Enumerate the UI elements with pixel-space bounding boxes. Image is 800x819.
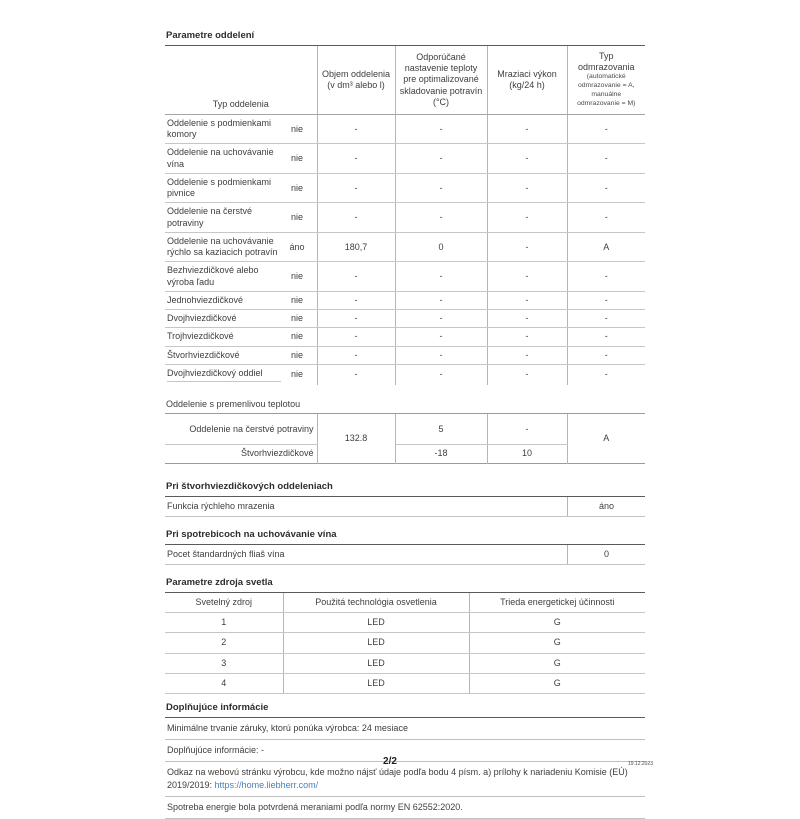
table-row (165, 114, 645, 144)
table-row (165, 364, 645, 385)
table-row (165, 144, 645, 174)
link-prefix-text: Odkaz na webovú stránku výrobcu, kde možno nájsť údaje podľa bodu 4 písm. a) prílohy k nariadeniu Komisie (EÚ) 2019/2019: (167, 766, 628, 791)
cell-freezing: - (487, 173, 567, 203)
section-title-variable-temp: Oddelenie s premenlivou teplotou (165, 394, 645, 414)
cell-volume: 132.8 (317, 414, 395, 463)
table-row (165, 633, 645, 653)
cell-light-tech: LED (283, 673, 469, 693)
cell-temperature: 0 (395, 232, 487, 262)
row-present: nie (290, 294, 303, 305)
cell-volume: - (317, 291, 395, 309)
cell-volume: - (317, 144, 395, 174)
cell-temperature: - (395, 310, 487, 328)
cell-volume: - (317, 203, 395, 233)
footer-date: 19.12.2023 (627, 761, 653, 767)
cell-freezing: - (487, 144, 567, 174)
document-content (165, 30, 645, 819)
table-row (165, 653, 645, 673)
cell-freezing: - (487, 328, 567, 346)
light-source-table (165, 593, 645, 694)
cell-freezing: - (487, 262, 567, 292)
cell-defrost: - (567, 346, 645, 364)
cell-temperature: - (395, 328, 487, 346)
row-value: áno (567, 497, 645, 516)
row-label: Oddelenie na čerstvé potraviny (165, 414, 317, 445)
row-label: Oddelenie s podmienkami pivnice (167, 176, 272, 199)
col-header-light-source: Svetelný zdroj (165, 593, 283, 613)
cell-volume: - (317, 364, 395, 385)
cell-temperature: - (395, 364, 487, 385)
row-label: Oddelenie na uchovávanie rýchlo sa kaziacich potravín (167, 235, 278, 258)
cell-defrost: A (567, 232, 645, 262)
table-row (165, 262, 645, 292)
cell-temperature: - (395, 291, 487, 309)
cell-defrost: - (567, 262, 645, 292)
cell-temperature: - (395, 346, 487, 364)
cell-freezing: - (487, 414, 567, 445)
cell-freezing: - (487, 291, 567, 309)
cell-freezing: - (487, 364, 567, 385)
cell-light-class: G (469, 613, 645, 633)
row-label: Oddelenie na uchovávanie vína (167, 147, 274, 169)
cell-volume: - (317, 310, 395, 328)
cell-light-source: 2 (165, 633, 283, 653)
cell-defrost: - (567, 328, 645, 346)
row-present: nie (290, 331, 303, 342)
row-label: Štvorhviezdičkové (167, 349, 240, 360)
cell-temperature: - (395, 114, 487, 144)
cell-freezing: - (487, 310, 567, 328)
cell-freezing: - (487, 232, 567, 262)
cell-freezing: 10 (487, 445, 567, 463)
compartments-table (165, 46, 645, 385)
section-title-light: Parametre zdroja svetla (165, 577, 645, 593)
table-row (165, 673, 645, 693)
warranty-row: Minimálne trvanie záruky, ktorú ponúka výrobca: 24 mesiace (165, 718, 645, 740)
cell-defrost: - (567, 144, 645, 174)
col-header-light-class: Trieda energetickej účinnosti (469, 593, 645, 613)
col-header-light-tech: Použitá technológia osvetlenia (283, 593, 469, 613)
cell-temperature: 5 (395, 414, 487, 445)
table-row (165, 203, 645, 233)
table-row (165, 310, 645, 328)
cell-defrost: - (567, 203, 645, 233)
row-present: nie (290, 123, 303, 134)
cell-volume: - (317, 328, 395, 346)
section-title-four-star: Pri štvorhviezdičkových oddeleniach (165, 481, 645, 497)
cell-temperature: - (395, 173, 487, 203)
row-label: Dvojhviezdičkové (167, 313, 237, 324)
row-present: nie (290, 313, 303, 324)
row-label: Bezhviezdičkové alebo výroba ľadu (167, 265, 259, 287)
table-row (165, 414, 645, 445)
wine-row (165, 545, 645, 565)
row-label: Oddelenie na čerstvé potraviny (167, 206, 253, 228)
row-label: Pocet štandardných fliaš vína (167, 548, 285, 559)
defrost-header-label: Typ odmrazovania (577, 50, 635, 73)
cell-light-source: 1 (165, 613, 283, 633)
light-header-row (165, 593, 645, 613)
row-present: áno (289, 241, 305, 252)
cell-volume: - (317, 173, 395, 203)
col-header-type: Typ oddelenia (165, 46, 317, 115)
cell-light-source: 4 (165, 673, 283, 693)
table-row (165, 291, 645, 309)
page-number: 2/2 (383, 756, 397, 767)
col-header-volume: Objem oddelenia (v dm³ alebo l) (317, 46, 395, 115)
cell-defrost: - (567, 310, 645, 328)
row-present: nie (290, 182, 303, 193)
row-label: Jednohviezdičkové (167, 294, 244, 305)
cell-defrost: - (567, 114, 645, 144)
cell-freezing: - (487, 346, 567, 364)
row-present: nie (290, 153, 303, 163)
row-present: nie (290, 369, 303, 380)
table-row (165, 328, 645, 346)
row-label: Dvojhviezdičkový oddiel (167, 368, 281, 382)
cell-temperature: -18 (395, 445, 487, 463)
cell-freezing: - (487, 114, 567, 144)
cell-freezing: - (487, 203, 567, 233)
table-row (165, 232, 645, 262)
row-label: Funkcia rýchleho mrazenia (167, 500, 275, 511)
row-present: nie (290, 212, 303, 222)
cell-light-source: 3 (165, 653, 283, 673)
cell-light-class: G (469, 633, 645, 653)
cell-volume: - (317, 262, 395, 292)
section-title-compartments: Parametre oddelení (165, 30, 645, 46)
cell-defrost: - (567, 173, 645, 203)
cell-temperature: - (395, 203, 487, 233)
cell-temperature: - (395, 262, 487, 292)
four-star-row (165, 497, 645, 517)
cell-defrost: - (567, 291, 645, 309)
col-header-defrost (567, 46, 645, 115)
row-label: Štvorhviezdičkové (240, 448, 314, 459)
row-present: nie (290, 349, 303, 360)
cell-temperature: - (395, 144, 487, 174)
cell-volume: 180,7 (317, 232, 395, 262)
section-title-wine: Pri spotrebicoch na uchovávanie vína (165, 529, 645, 545)
cell-light-tech: LED (283, 633, 469, 653)
cell-volume: - (317, 114, 395, 144)
defrost-header-note: (automatické odmrazovanie = A, manuálne odmrazovanie = M) (577, 73, 636, 107)
variable-temp-table (165, 414, 645, 463)
cell-defrost: A (567, 414, 645, 463)
cell-light-class: G (469, 653, 645, 673)
cell-defrost: - (567, 364, 645, 385)
cell-light-tech: LED (283, 653, 469, 673)
manufacturer-website-link[interactable]: https://home.liebherr.com/ (214, 780, 319, 791)
table-row (165, 613, 645, 633)
row-label: Trojhviezdičkové (167, 331, 234, 342)
section-title-additional: Doplňujúce informácie (165, 702, 645, 718)
table-row (165, 346, 645, 364)
row-present: nie (290, 271, 303, 281)
row-label: Oddelenie s podmienkami komory (167, 117, 272, 140)
col-header-freezing: Mraziaci výkon (kg/24 h) (487, 46, 567, 115)
col-header-temperature: Odporúčané nastavenie teploty pre optimalizované skladovanie potravín (°C) (395, 46, 487, 115)
energy-norm-row: Spotreba energie bola potvrdená meraniami podľa normy EN 62552:2020. (165, 797, 645, 819)
cell-light-class: G (469, 673, 645, 693)
compartments-header-row (165, 46, 645, 115)
table-row (165, 173, 645, 203)
cell-light-tech: LED (283, 613, 469, 633)
cell-volume: - (317, 346, 395, 364)
row-value: 0 (567, 545, 645, 564)
additional-info-row: Doplňujúce informácie: - (165, 740, 645, 762)
